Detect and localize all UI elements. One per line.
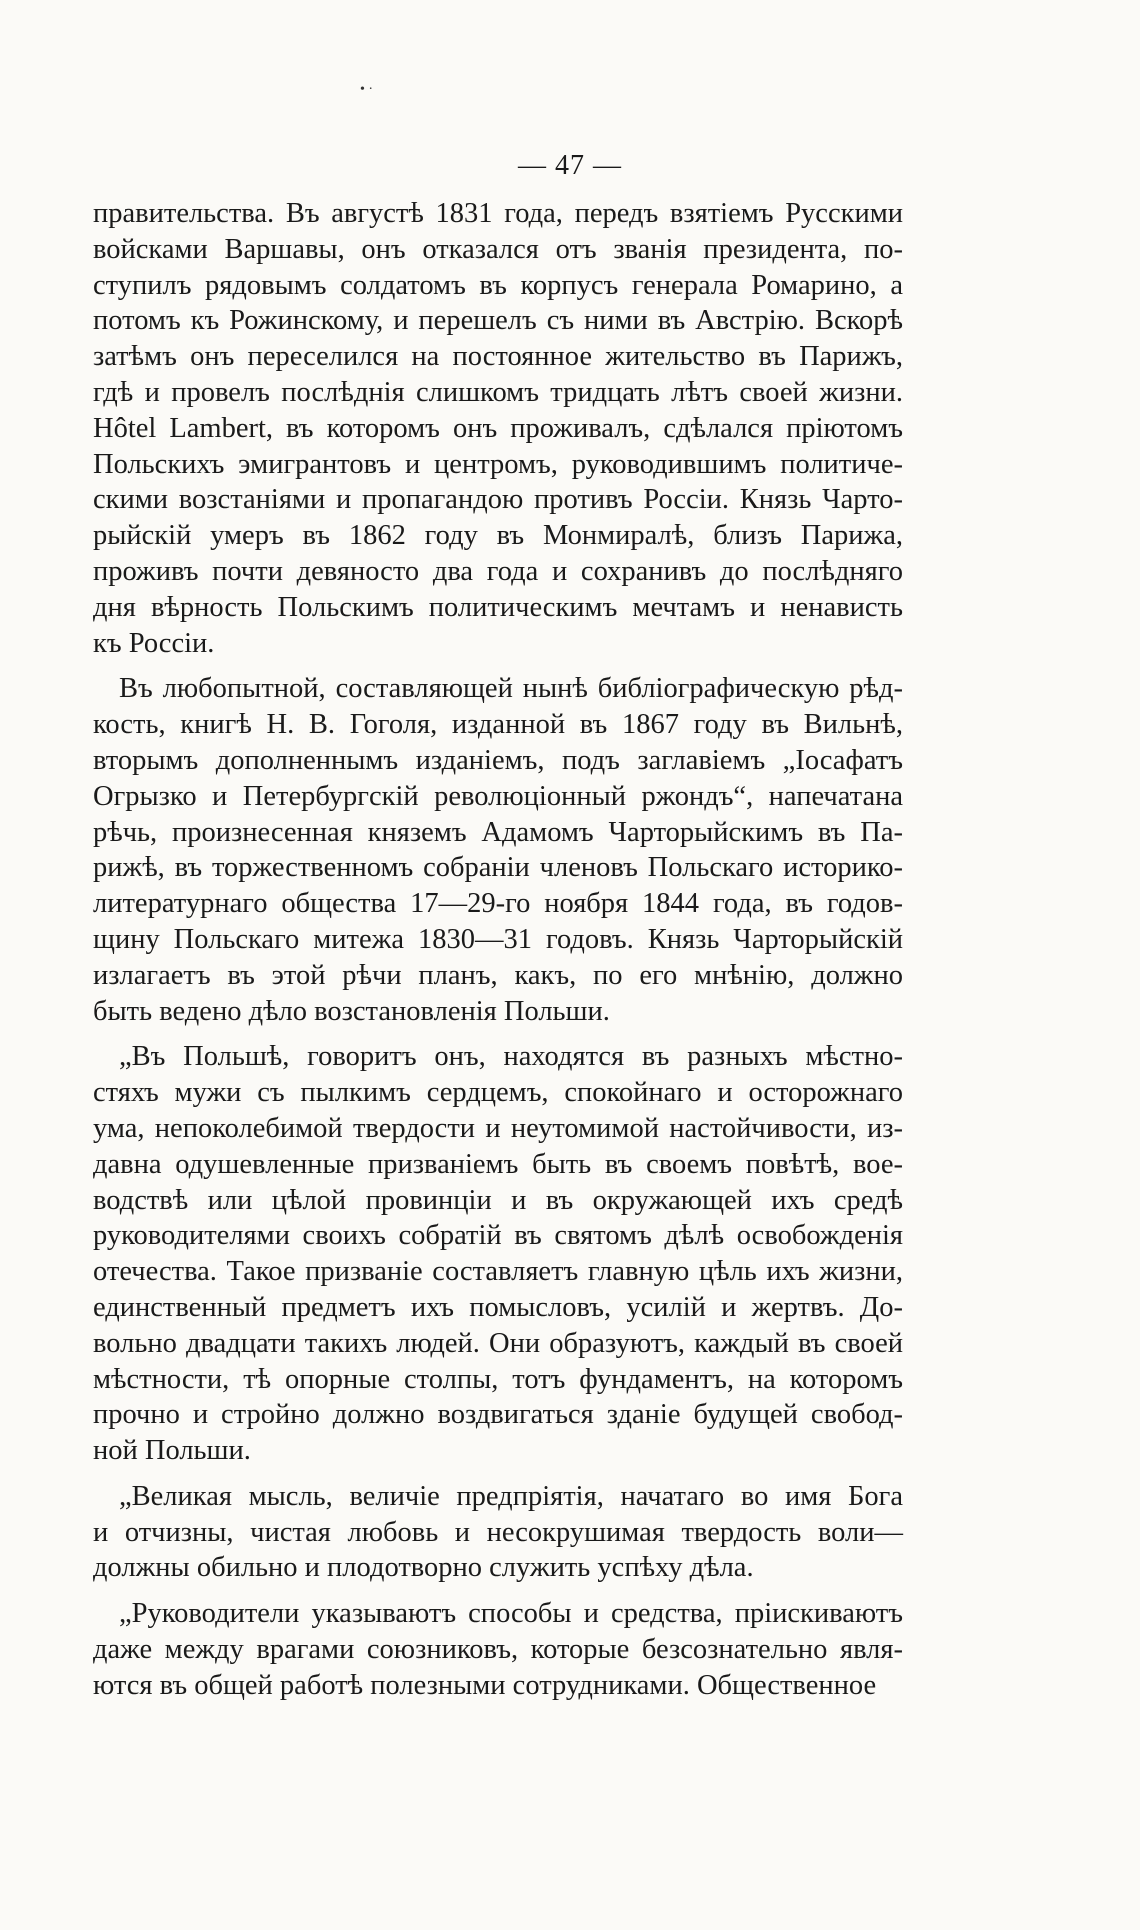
text-line: гдѣ и провелъ послѣднія слишкомъ тридцать лѣтъ своей жизни. [93,376,903,408]
paragraph-5 [93,1596,903,1703]
text-line: войсками Варшавы, онъ отказался отъ званія президента, по- [93,233,903,265]
text-line: къ Россіи. [93,627,215,659]
text-line: прочно и стройно должно воздвигаться зданіе будущей свобод- [93,1399,903,1431]
paragraph-1 [93,196,903,661]
text-line: водствѣ или цѣлой провинціи и въ окружающей ихъ средѣ [93,1184,903,1216]
text-line: ступилъ рядовымъ солдатомъ въ корпусъ генерала Ромарино, а [93,269,903,301]
text-line: быть ведено дѣло возстановленія Польши. [93,995,610,1027]
text-line: правительства. Въ августѣ 1831 года, передъ взятіемъ Русскими [93,198,903,229]
text-line: стяхъ мужи съ пылкимъ сердцемъ, спокойнаго и осторожнаго [93,1077,903,1109]
text-line: даже между врагами союзниковъ, которые безсознательно явля- [93,1634,903,1666]
text-line: затѣмъ онъ переселился на постоянное жительство въ Парижъ, [93,341,903,373]
text-line: единственный предметъ ихъ помысловъ, усилій и жертвъ. До- [93,1291,903,1323]
text-line: должны обильно и плодотворно служить успѣху дѣла. [93,1552,754,1584]
text-line: „Великая мысль, величіе предпріятія, начатаго во имя Бога [119,1480,903,1512]
paragraph-2 [93,671,903,1029]
text-line: излагаетъ въ этой рѣчи планъ, какъ, по его мнѣнію, должно [93,959,903,991]
text-line: ума, непоколебимой твердости и неутомимой настойчивости, из- [93,1112,903,1144]
text-line: литературнаго общества 17—29-го ноября 1844 года, въ годов- [93,888,903,920]
text-line: Польскихъ эмигрантовъ и центромъ, руководившимъ политиче- [93,448,903,480]
text-line: рижѣ, въ торжественномъ собраніи членовъ Польскаго историко- [93,852,903,884]
paragraph-4 [93,1479,903,1586]
text-line: вольно двадцати такихъ людей. Они образуютъ, каждый въ своей [93,1327,903,1359]
text-line: руководителями своихъ собратій въ святомъ дѣлѣ освобожденія [93,1220,903,1252]
text-line: мѣстности, тѣ опорные столпы, тотъ фундаментъ, на которомъ [93,1363,903,1395]
text-line: щину Польскаго митежа 1830—31 годовъ. Князь Чарторыйскій [93,923,903,955]
text-line: ются въ общей работѣ полезными сотрудниками. Общественное [93,1669,877,1701]
text-column [93,196,903,1714]
text-line: отечества. Такое призваніе составляетъ главную цѣль ихъ жизни, [93,1256,903,1288]
page-number: — 47 — [518,150,622,181]
text-line: дня вѣрность Польскимъ политическимъ мечтамъ и ненависть [93,591,903,623]
text-line: ной Польши. [93,1435,251,1467]
text-line: потомъ къ Рожинскому, и перешелъ съ ними въ Австрію. Вскорѣ [93,305,903,337]
text-line: „Въ Польшѣ, говоритъ онъ, находятся въ разныхъ мѣстно- [119,1041,903,1073]
text-line: Огрызко и Петербургскій революціонный ржондъ“, напечатана [93,780,903,812]
text-line: Въ любопытной, составляющей нынѣ библіографическую рѣд- [119,673,903,705]
text-line: и отчизны, чистая любовь и несокрушимая твердость воли— [93,1516,903,1548]
paragraph-3 [93,1039,903,1469]
text-line: проживъ почти девяносто два года и сохранивъ до послѣдняго [93,555,903,587]
text-line: давна одушевленные призваніемъ быть въ своемъ повѣтѣ, вое- [93,1148,903,1180]
text-line: рыйскій умеръ въ 1862 году въ Монмиралѣ, близъ Парижа, [93,520,903,552]
print-specks: • · [360,82,374,97]
text-line: скими возстаніями и пропагандою противъ Россіи. Князь Чарто- [93,484,903,516]
text-line: Hôtel Lambert, въ которомъ онъ проживалъ, сдѣлался пріютомъ [93,412,903,444]
text-line: вторымъ дополненнымъ изданіемъ, подъ заглавіемъ „Іосафатъ [93,744,903,776]
text-line: „Руководители указываютъ способы и средства, пріискиваютъ [119,1598,903,1630]
text-line: рѣчь, произнесенная княземъ Адамомъ Чарторыйскимъ въ Па- [93,816,903,848]
text-line: кость, книгѣ Н. В. Гоголя, изданной въ 1867 году въ Вильнѣ, [93,709,903,741]
